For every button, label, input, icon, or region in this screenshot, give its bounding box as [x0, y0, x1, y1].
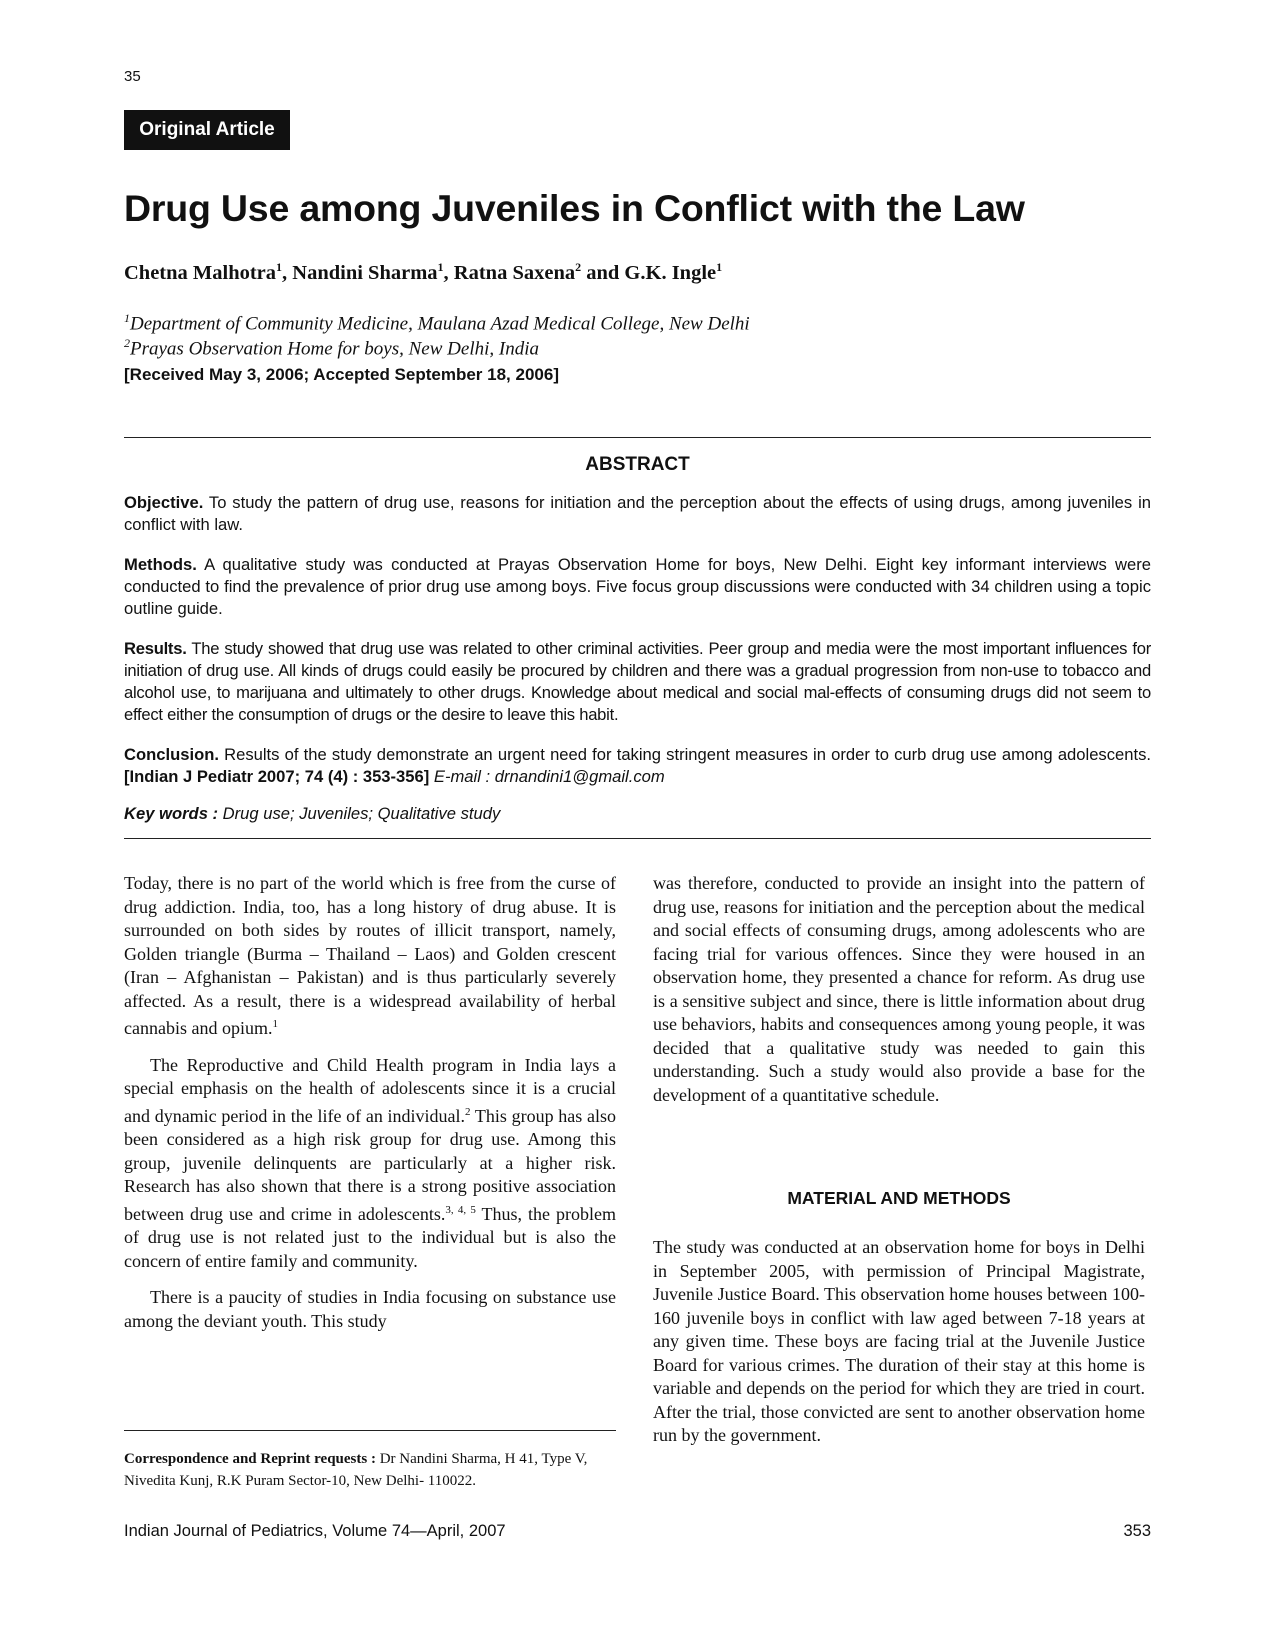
reference-mark: 3, 4, 5 [445, 1203, 476, 1216]
conclusion-text: Results of the study demonstrate an urgent need for taking stringent measures in order to curb drug use among adolescents. [218, 745, 1151, 764]
body-right-column [653, 872, 1145, 1107]
affiliation-number: 2 [124, 336, 130, 350]
reference-mark: 1 [272, 1018, 278, 1030]
methods-column [653, 1236, 1145, 1448]
body-paragraph [124, 872, 616, 1041]
author-name: Nandini Sharma [292, 261, 438, 284]
author-separator: and [581, 261, 625, 284]
abstract-heading: ABSTRACT [585, 454, 690, 475]
abstract-conclusion [124, 744, 1151, 788]
reference-mark: 2 [465, 1105, 471, 1118]
author-affiliation-mark: 1 [437, 260, 444, 274]
email-address: E-mail : drnandini1@gmail.com [429, 767, 665, 786]
keywords-label: Key words : [124, 804, 219, 823]
correspondence-rule [124, 1430, 616, 1431]
affiliation-text: Prayas Observation Home for boys, New Delhi, India [130, 338, 539, 360]
abstract-bottom-rule [124, 838, 1151, 839]
paragraph-text: The Reproductive and Child Health program in India lays a special emphasis on the health of adolescents since it is a crucial and dynamic period in the life of an individual. [124, 1054, 616, 1126]
author-name: Chetna Malhotra [124, 261, 277, 284]
abstract-methods [124, 554, 1151, 620]
author-affiliation-mark: 2 [575, 260, 582, 274]
paragraph-text: This group has also been considered as a high risk group for drug use. Among this group, juvenile delinquents are particularly at a higher risk. Research has also shown that there is a strong positive association between drug use and crime in adolescents. [124, 1105, 616, 1224]
author-list [124, 260, 722, 285]
abstract-top-rule [124, 437, 1151, 438]
author-separator: , [443, 261, 454, 284]
objective-label: Objective. [124, 493, 204, 512]
abstract-results [124, 638, 1151, 726]
abstract-objective [124, 492, 1151, 536]
objective-text: To study the pattern of drug use, reasons for initiation and the perception about the effects of using drugs, among juveniles in conflict with law. [124, 493, 1151, 534]
correspondence-text: Dr Nandini Sharma, H 41, Type V, Nivedita Kunj, R.K Puram Sector-10, New Delhi- 110022. [124, 1451, 588, 1489]
author-affiliation-mark: 1 [276, 260, 283, 274]
author-separator: , [282, 261, 293, 284]
affiliation-2 [124, 336, 539, 360]
keywords-text: Drug use; Juveniles; Qualitative study [218, 804, 501, 823]
paragraph-text: There is a paucity of studies in India focusing on substance use among the deviant youth. This study [124, 1287, 616, 1331]
correspondence-note [124, 1448, 616, 1492]
footer-page-number: 353 [1123, 1522, 1151, 1540]
methods-text: A qualitative study was conducted at Prayas Observation Home for boys, New Delhi. Eight key informant interviews were conducted to find the prevalence of prior drug use among boys. Five focus group discussions were conducted with 34 children using a topic outline guide. [124, 555, 1151, 618]
keywords [124, 804, 500, 824]
paragraph-text: Thus, the problem of drug use is not related just to the individual but is also the concern of entire family and community. [124, 1203, 617, 1271]
correspondence-label: Correspondence and Reprint requests : [124, 1451, 376, 1467]
conclusion-label: Conclusion. [124, 745, 219, 764]
results-text: The study showed that drug use was related to other criminal activities. Peer group and media were the most important influences for initiation of drug use. All kinds of drugs could easily be procured by children and there was a gradual progression from non-use to tobacco and alcohol use, to marijuana and ultimately to other drugs. Knowledge about medical and social mal-effects of consuming drugs did not seem to effect either the consumption of drugs or the desire to leave this habit. [124, 639, 1151, 724]
affiliation-number: 1 [124, 311, 130, 325]
article-title: Drug Use among Juveniles in Conflict with the Law [124, 187, 1025, 229]
citation: [Indian J Pediatr 2007; 74 (4) : 353-356] [124, 767, 430, 786]
body-paragraph: was therefore, conducted to provide an insight into the pattern of drug use, reasons for initiation and the perception about the medical and social effects of consuming drugs, among adolescents who are facing trial for various offences. Since they were housed in an observation home, they presented a chance for reform. As drug use is a sensitive subject and since, there is little information about drug use behaviors, habits and consequences among young people, it was decided that a qualitative study was needed to gain this understanding. Such a study would also provide a base for the development of a quantitative schedule. [653, 873, 1145, 1105]
author-name: G.K. Ingle [624, 261, 717, 284]
results-label: Results. [124, 639, 187, 658]
page-number-top: 35 [124, 68, 141, 85]
section-heading-methods: MATERIAL AND METHODS [787, 1188, 1011, 1208]
body-paragraph: The study was conducted at an observation home for boys in Delhi in September 2005, with permission of Principal Magistrate, Juvenile Justice Board. This observation home houses between 100-160 juvenile boys in conflict with law aged between 7-18 years at any given time. These boys are facing trial at the Juvenile Justice Board for various crimes. The duration of their stay at this home is variable and depends on the period for which they are tried in court. After the trial, those convicted are sent to another observation home run by the government. [653, 1237, 1145, 1445]
body-paragraph [124, 1054, 616, 1274]
footer-journal: Indian Journal of Pediatrics, Volume 74—April, 2007 [124, 1522, 506, 1540]
author-affiliation-mark: 1 [716, 260, 723, 274]
affiliation-text: Department of Community Medicine, Maulana Azad Medical College, New Delhi [130, 313, 750, 335]
body-left-column [124, 872, 616, 1333]
body-paragraph [124, 1286, 616, 1333]
received-dates: [Received May 3, 2006; Accepted September 18, 2006] [124, 365, 559, 384]
article-type-badge: Original Article [124, 110, 290, 150]
methods-label: Methods. [124, 555, 197, 574]
paragraph-text: Today, there is no part of the world which is free from the curse of drug addiction. India, too, has a long history of drug abuse. It is surrounded on both sides by routes of illicit transport, namely, Golden triangle (Burma – Thailand – Laos) and Golden crescent (Iran – Afghanistan – Pakistan) and is thus particularly severely affected. As a result, there is a widespread availability of herbal cannabis and opium. [124, 873, 616, 1038]
affiliation-1 [124, 311, 750, 335]
author-name: Ratna Saxena [453, 261, 576, 284]
